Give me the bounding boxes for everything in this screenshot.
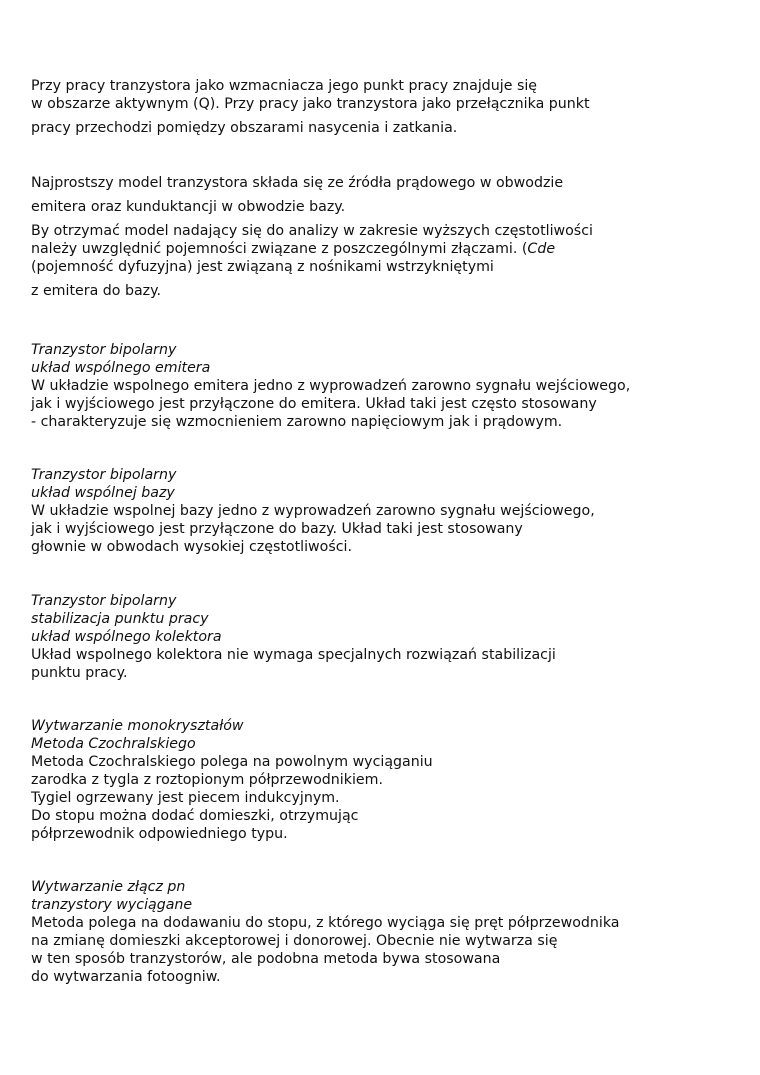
section-1-body-line-3: - charakteryzuje się wzmocnieniem zarowno napięciowym jak i prądowym. (31, 414, 563, 430)
section-5-body-line-2: na zmianę domieszki akceptorowej i donorowej. Obecnie nie wytwarza się (31, 933, 558, 949)
section-3-heading-2: stabilizacja punktu pracy (31, 611, 209, 627)
section-4-heading-2: Metoda Czochralskiego (31, 736, 196, 752)
section-4-body-line-4: Do stopu można dodać domieszki, otrzymując (31, 808, 359, 824)
section-2-body-line-2: jak i wyjściowego jest przyłączone do bazy. Układ taki jest stosowany (31, 521, 523, 537)
intro-p1-line-2: w obszarze aktywnym (Q). Przy pracy jako tranzystora jako przełącznika punkt (31, 96, 590, 112)
intro-p2-line-2: emitera oraz kunduktancji w obwodzie bazy. (31, 199, 346, 215)
intro-p1-line-1: Przy pracy tranzystora jako wzmacniacza jego punkt pracy znajduje się (31, 78, 538, 94)
intro-p3-line-2-text: należy uwzględnić pojemności związane z poszczególnymi złączami. ( (31, 241, 528, 257)
intro-p3-line-1: By otrzymać model nadający się do analizy w zakresie wyższych częstotliwości (31, 223, 593, 239)
section-1-heading-1: Tranzystor bipolarny (31, 342, 177, 358)
section-4-body-line-2: zarodka z tygla z roztopionym półprzewodnikiem. (31, 772, 383, 788)
intro-p3-line-4: z emitera do bazy. (31, 283, 161, 299)
section-1-heading-2: układ wspólnego emitera (31, 360, 211, 376)
section-2-body-line-1: W układzie wspolnej bazy jedno z wyprowadzeń zarowno sygnału wejściowego, (31, 503, 595, 519)
section-2-body-line-3: głownie w obwodach wysokiej częstotliwości. (31, 539, 352, 555)
section-3-body-line-2: punktu pracy. (31, 665, 128, 681)
intro-p3-line-2 (31, 240, 555, 258)
intro-p1-line-3: pracy przechodzi pomiędzy obszarami nasycenia i zatkania. (31, 120, 458, 136)
section-4-body-line-5: półprzewodnik odpowiedniego typu. (31, 826, 288, 842)
section-4-body-line-3: Tygiel ogrzewany jest piecem indukcyjnym. (31, 790, 340, 806)
section-1-body-line-1: W układzie wspolnego emitera jedno z wyprowadzeń zarowno sygnału wejściowego, (31, 378, 631, 394)
section-5-heading-2: tranzystory wyciągane (31, 897, 193, 913)
cde-term: Cde (527, 241, 556, 257)
section-2-heading-2: układ wspólnej bazy (31, 485, 175, 501)
section-5-body-line-1: Metoda polega na dodawaniu do stopu, z którego wyciąga się pręt półprzewodnika (31, 915, 620, 931)
intro-p2-line-1: Najprostszy model tranzystora składa się ze źródła prądowego w obwodzie (31, 175, 564, 191)
section-4-heading-1: Wytwarzanie monokryształów (31, 718, 244, 734)
section-4-body-line-1: Metoda Czochralskiego polega na powolnym wyciąganiu (31, 754, 433, 770)
section-1-body-line-2: jak i wyjściowego jest przyłączone do emitera. Układ taki jest często stosowany (31, 396, 597, 412)
section-5-heading-1: Wytwarzanie złącz pn (31, 879, 186, 895)
section-3-heading-1: Tranzystor bipolarny (31, 593, 177, 609)
section-5-body-line-3: w ten sposób tranzystorów, ale podobna metoda bywa stosowana (31, 951, 501, 967)
section-2-heading-1: Tranzystor bipolarny (31, 467, 177, 483)
section-3-body-line-1: Układ wspolnego kolektora nie wymaga specjalnych rozwiązań stabilizacji (31, 647, 556, 663)
section-3-heading-3: układ wspólnego kolektora (31, 629, 222, 645)
intro-p3-line-3: (pojemność dyfuzyjna) jest związaną z nośnikami wstrzykniętymi (31, 259, 494, 275)
section-5-body-line-4: do wytwarzania fotoogniw. (31, 969, 221, 985)
